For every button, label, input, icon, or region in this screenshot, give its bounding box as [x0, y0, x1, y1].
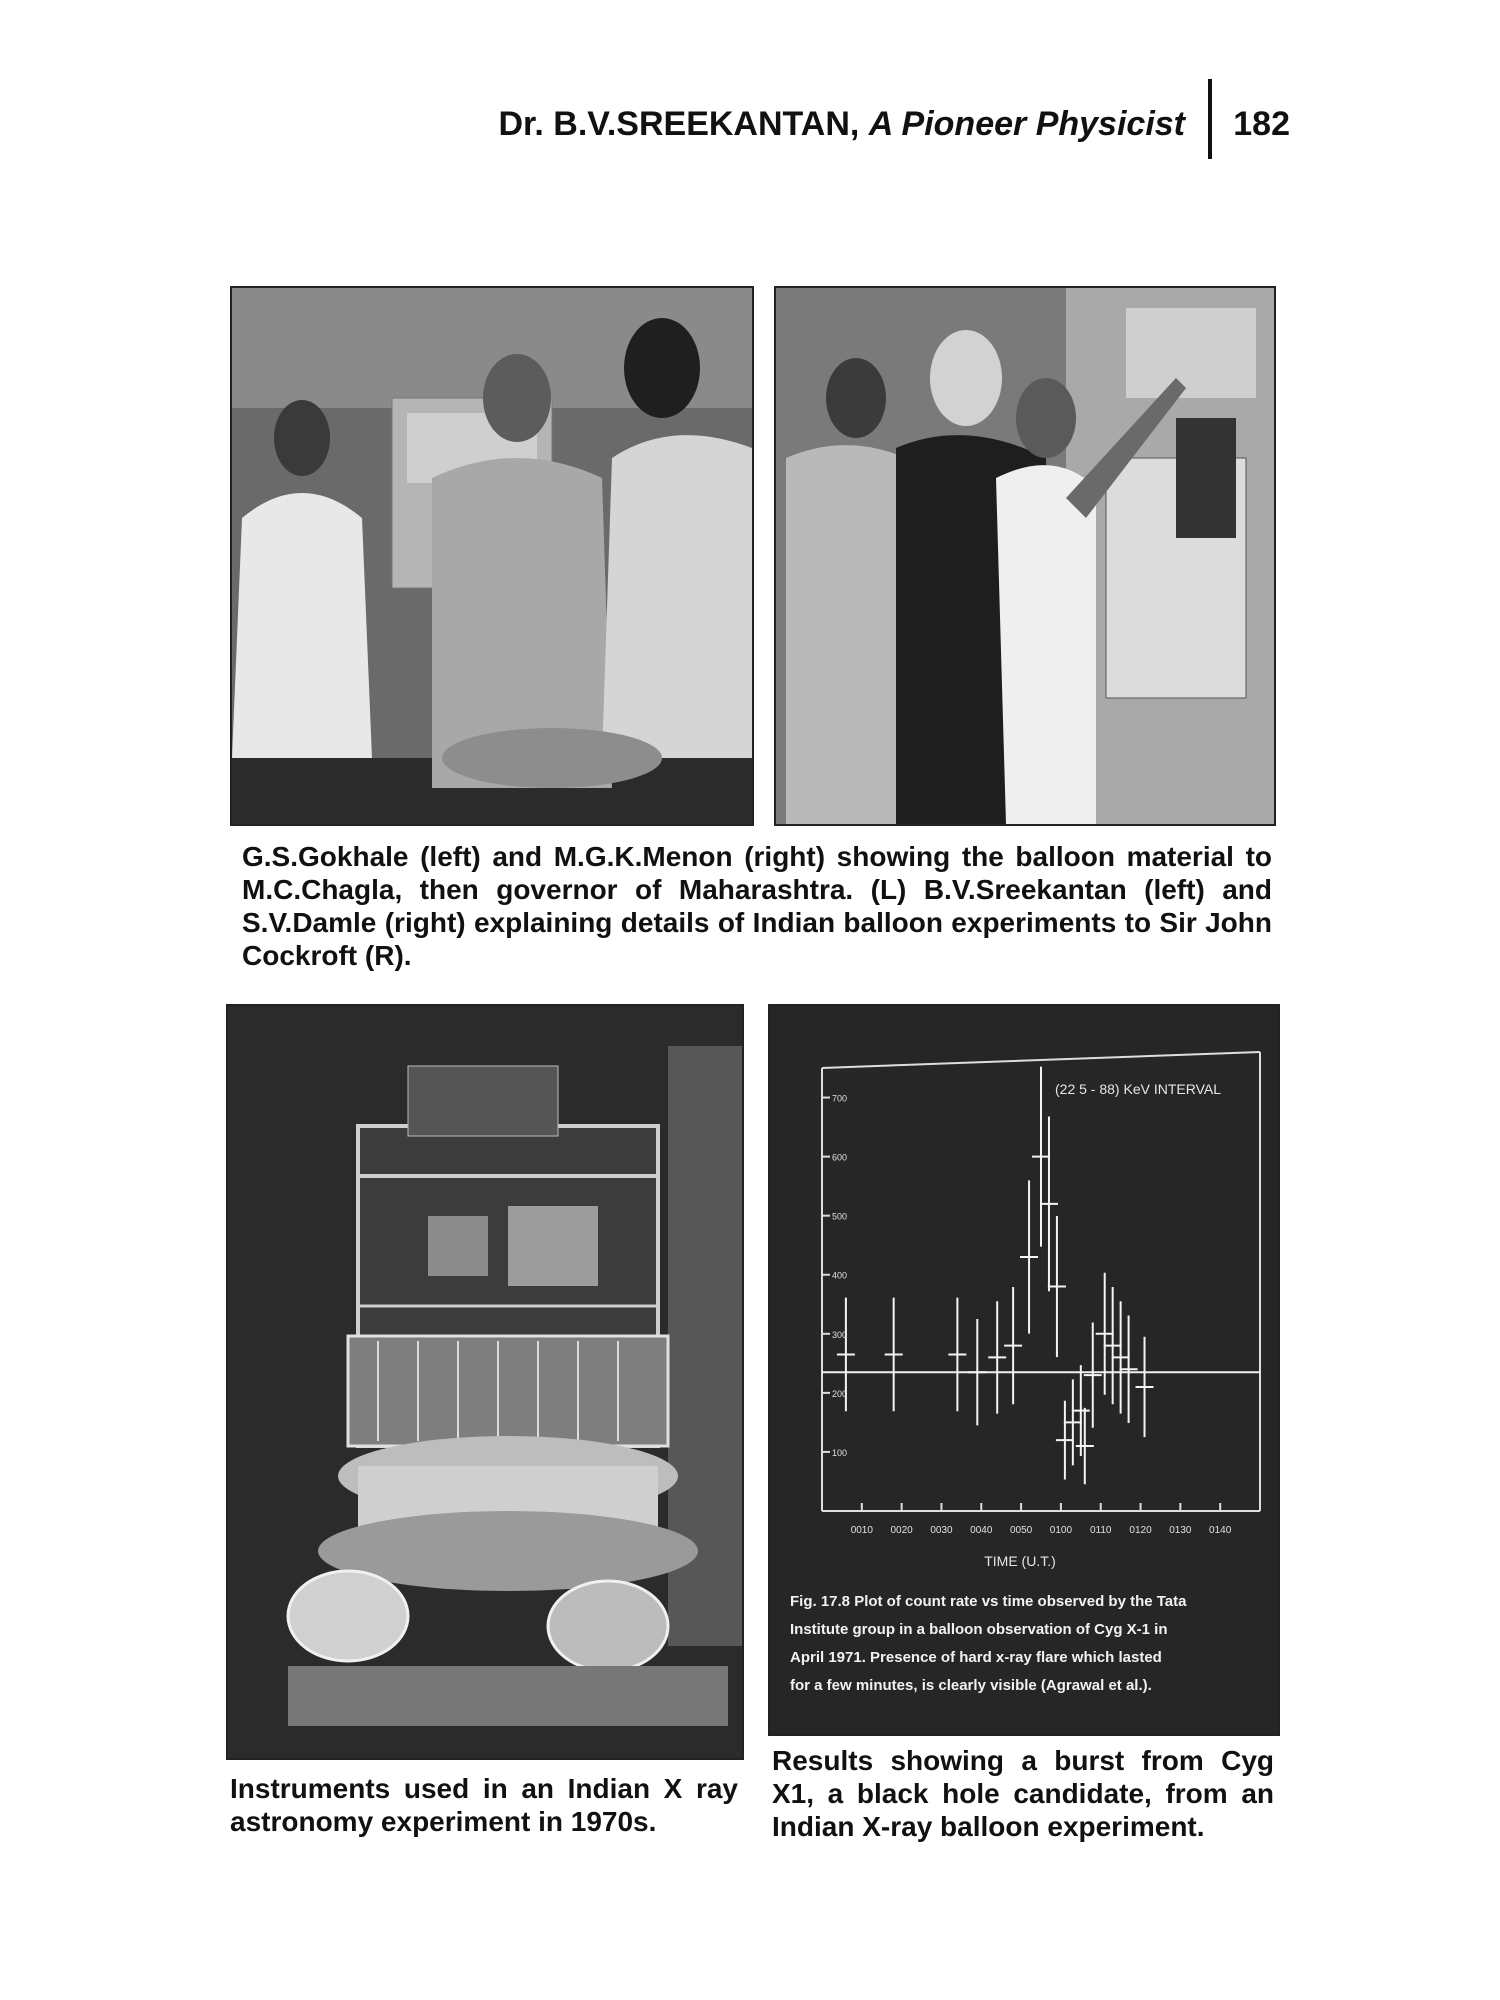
- x-tick-label: 0130: [1169, 1525, 1192, 1536]
- y-tick-label: 300: [832, 1329, 848, 1340]
- running-title: [498, 105, 1185, 144]
- top-caption: G.S.Gokhale (left) and M.G.K.Menon (right) showing the balloon material to M.C.Chagla, then governor of Maharashtra. (L) B.V.Sreekantan (left) and S.V.Damle (right) explaining details of Indian balloon experiments to Sir John Cockroft (R).: [242, 841, 1272, 971]
- count-rate-chart: [770, 1006, 1278, 1734]
- x-tick-label: 0120: [1129, 1525, 1152, 1536]
- fig-caption-line: Fig. 17.8 Plot of count rate vs time observed by the Tata: [790, 1593, 1187, 1610]
- header-subtitle: A Pioneer Physicist: [868, 105, 1185, 143]
- photo-instruments-image: [228, 1006, 742, 1758]
- fig-caption-line: Institute group in a balloon observation of Cyg X-1 in: [790, 1621, 1168, 1638]
- interval-label: (22 5 - 88) KeV INTERVAL: [1055, 1081, 1221, 1097]
- photo-cygx1-plot: [768, 1004, 1280, 1736]
- page-header: [380, 95, 1290, 155]
- y-tick-label: 600: [832, 1152, 848, 1163]
- photo-cockroft-image: [776, 288, 1274, 824]
- y-tick-label: 400: [832, 1270, 848, 1281]
- x-tick-label: 0110: [1089, 1525, 1112, 1536]
- photo-balloon-material: [230, 286, 754, 826]
- y-tick-label: 500: [832, 1211, 848, 1222]
- photo-cockroft: [774, 286, 1276, 826]
- results-caption: Results showing a burst from Cyg X1, a black hole candidate, from an Indian X-ray balloon experiment.: [772, 1745, 1274, 1842]
- x-tick-label: 0100: [1049, 1525, 1073, 1536]
- photo-instruments: [226, 1004, 744, 1760]
- x-tick-label: 0140: [1209, 1525, 1232, 1536]
- fig-caption-line: April 1971. Presence of hard x-ray flare which lasted: [790, 1649, 1162, 1666]
- x-tick-label: 0050: [1009, 1525, 1033, 1536]
- page-number: 182: [1233, 105, 1290, 143]
- x-axis-label: TIME (U.T.): [984, 1553, 1056, 1569]
- x-tick-label: 0040: [970, 1525, 993, 1536]
- y-tick-label: 200: [832, 1388, 848, 1399]
- y-tick-label: 100: [832, 1447, 848, 1458]
- header-author: Dr. B.V.SREEKANTAN,: [498, 105, 860, 143]
- x-tick-label: 0030: [930, 1525, 953, 1536]
- y-tick-label: 700: [832, 1093, 848, 1104]
- instruments-caption: Instruments used in an Indian X ray astronomy experiment in 1970s.: [230, 1773, 738, 1837]
- photo-balloon-material-image: [232, 288, 752, 824]
- x-tick-label: 0010: [850, 1525, 873, 1536]
- fig-caption-line: for a few minutes, is clearly visible (Agrawal et al.).: [790, 1677, 1152, 1694]
- header-divider: [1208, 79, 1212, 159]
- x-tick-label: 0020: [890, 1525, 913, 1536]
